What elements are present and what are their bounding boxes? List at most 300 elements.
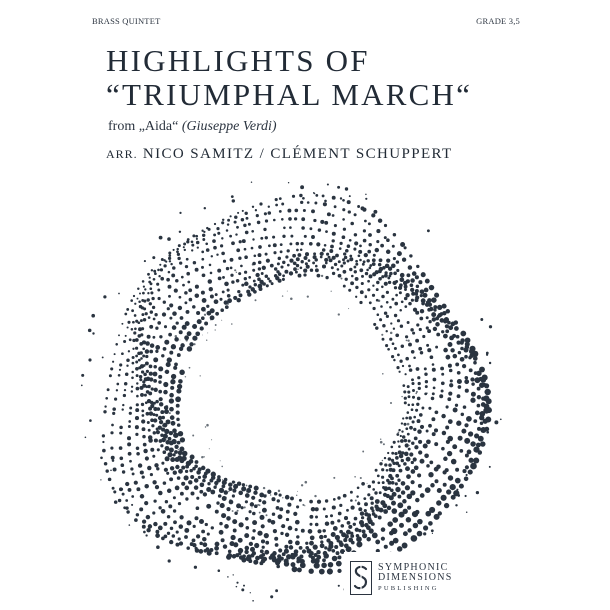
- ring-dot: [359, 245, 362, 248]
- ring-dot: [431, 297, 437, 303]
- ring-speckle: [415, 393, 417, 395]
- ring-dot: [152, 336, 155, 339]
- ring-dot: [196, 311, 200, 315]
- ring-dot: [133, 331, 136, 334]
- ring-outer-dot: [432, 533, 433, 534]
- ring-speckle: [297, 491, 298, 492]
- ring-dot: [409, 368, 413, 372]
- ensemble-label: BRASS QUINTET: [92, 16, 161, 26]
- ring-dot: [315, 265, 318, 268]
- ring-outer-dot: [361, 206, 365, 210]
- ring-dot: [287, 264, 290, 267]
- ring-dot: [448, 419, 453, 424]
- ring-dot: [337, 569, 341, 573]
- ring-dot: [136, 395, 139, 398]
- ring-speckle: [314, 495, 316, 497]
- ring-dot: [398, 429, 400, 431]
- ring-dot: [386, 315, 389, 318]
- ring-dot: [281, 218, 284, 221]
- ring-dot: [405, 417, 408, 420]
- ring-dot: [333, 498, 336, 501]
- ring-speckle: [380, 441, 383, 444]
- ring-dot: [202, 298, 207, 303]
- ring-dot: [433, 378, 437, 382]
- ring-dot: [121, 352, 124, 355]
- ring-dot: [201, 316, 205, 320]
- ring-dot: [368, 222, 371, 225]
- ring-dot: [211, 526, 214, 529]
- ring-dot: [428, 472, 433, 477]
- ring-dot: [388, 474, 392, 478]
- ring-dot: [283, 227, 286, 230]
- ring-dot: [226, 507, 230, 511]
- ring-dot: [183, 243, 186, 246]
- ring-dot: [393, 233, 396, 236]
- ring-dot: [287, 503, 291, 507]
- ring-outer-dot: [302, 197, 305, 200]
- ring-dot: [241, 218, 244, 221]
- ring-dot: [300, 249, 303, 252]
- ring-dot: [170, 457, 175, 462]
- publisher-name: [378, 563, 453, 594]
- ring-dot: [105, 397, 108, 400]
- ring-dot: [319, 535, 323, 539]
- ring-dot: [303, 209, 306, 212]
- ring-dot: [142, 519, 146, 523]
- ring-dot: [406, 474, 411, 479]
- ring-dot: [446, 355, 451, 360]
- ring-dot: [420, 425, 424, 429]
- ring-dot: [351, 506, 355, 510]
- ring-speckle: [221, 320, 222, 321]
- ring-dot: [262, 282, 265, 285]
- ring-outer-dot: [345, 187, 348, 190]
- ring-dot: [461, 429, 466, 434]
- ring-dot: [207, 482, 210, 485]
- ring-dot: [131, 328, 134, 331]
- ring-dot: [193, 525, 196, 528]
- ring-dot: [128, 350, 130, 352]
- ring-dot: [400, 273, 405, 278]
- ring-dot: [450, 484, 456, 490]
- ring-dot: [293, 261, 297, 265]
- ring-dot: [125, 335, 127, 337]
- ring-dot: [416, 265, 419, 268]
- ring-dot: [391, 298, 394, 301]
- ring-dot: [461, 413, 464, 416]
- ring-dot: [433, 387, 436, 390]
- ring-dot: [398, 371, 400, 373]
- ring-dot: [383, 493, 387, 497]
- ring-dot: [311, 507, 316, 512]
- ring-dot: [195, 235, 198, 238]
- ring-dot: [122, 470, 125, 473]
- ring-dot: [255, 273, 259, 277]
- ring-dot: [429, 285, 435, 291]
- ring-outer-dot: [110, 470, 112, 472]
- ring-speckle: [390, 402, 392, 404]
- ring-dot: [412, 511, 418, 517]
- ring-dot: [348, 538, 353, 543]
- ring-dot: [449, 383, 453, 387]
- ring-dot: [437, 305, 442, 310]
- ring-dot: [272, 236, 275, 239]
- ring-dot: [168, 504, 172, 508]
- ring-dot: [471, 382, 474, 385]
- ring-dot: [391, 452, 394, 455]
- ring-dot: [425, 385, 428, 388]
- ring-dot: [167, 307, 170, 310]
- ring-dot: [264, 550, 269, 555]
- ring-outer-dot: [218, 569, 221, 572]
- ring-dot: [149, 302, 152, 305]
- ring-dot: [372, 488, 375, 491]
- ring-dot: [144, 501, 148, 505]
- ring-dot: [412, 389, 415, 392]
- ring-dot: [330, 514, 333, 517]
- ring-speckle: [205, 426, 206, 427]
- ring-dot: [471, 392, 476, 397]
- ring-dot: [136, 382, 138, 384]
- ring-dot: [325, 499, 328, 502]
- ring-dot: [360, 511, 364, 515]
- ring-dot: [301, 226, 305, 230]
- ring-dot: [242, 239, 246, 243]
- ring-dot: [408, 448, 411, 451]
- ring-dot: [174, 450, 178, 454]
- ring-dot: [215, 293, 218, 296]
- ring-outer-dot: [340, 197, 342, 199]
- arranger-prefix: ARR.: [106, 147, 138, 161]
- ring-dot: [238, 491, 243, 496]
- ring-dot: [320, 252, 324, 256]
- ring-dot: [425, 487, 431, 493]
- ring-dot: [391, 355, 394, 358]
- ring-dot: [248, 485, 252, 489]
- ring-dot: [179, 446, 184, 451]
- ring-dot: [404, 246, 407, 249]
- ring-speckle: [185, 376, 186, 377]
- ring-dot: [395, 333, 399, 337]
- ring-dot: [222, 219, 224, 221]
- ring-dot: [259, 515, 264, 520]
- ring-dot: [137, 287, 139, 289]
- ring-dot: [377, 313, 380, 316]
- ring-dot: [171, 421, 176, 426]
- ring-dot: [363, 239, 367, 243]
- ring-dot: [372, 272, 376, 276]
- ring-dot: [186, 258, 189, 261]
- ring-dot: [178, 379, 183, 384]
- ring-dot: [231, 535, 236, 540]
- ring-dot: [258, 253, 262, 257]
- ring-dot: [175, 486, 180, 491]
- ring-dot: [430, 355, 434, 359]
- ring-dot: [170, 466, 174, 470]
- ring-dot: [187, 281, 190, 284]
- ring-dot: [421, 407, 424, 410]
- ring-speckle: [246, 491, 248, 493]
- ring-dot: [424, 367, 427, 370]
- ring-dot: [149, 325, 153, 329]
- ring-dot: [143, 364, 146, 367]
- ring-dot: [163, 264, 166, 267]
- ring-dot: [349, 257, 353, 261]
- ring-dot: [145, 361, 149, 365]
- ring-dot: [127, 321, 130, 324]
- ring-dot: [194, 478, 199, 483]
- ring-dot: [349, 255, 352, 258]
- ring-dot: [416, 403, 419, 406]
- ring-dot: [163, 347, 167, 351]
- ring-speckle: [307, 295, 309, 297]
- ring-speckle: [205, 311, 206, 312]
- ring-speckle: [340, 277, 342, 279]
- ring-dot: [297, 253, 301, 257]
- ring-dot: [257, 531, 262, 536]
- ring-dot: [265, 236, 268, 239]
- ring-dot: [147, 421, 150, 424]
- ring-dot: [349, 268, 352, 271]
- ring-dot: [223, 544, 227, 548]
- ring-dot: [372, 533, 378, 539]
- ring-dot: [434, 428, 438, 432]
- ring-dot: [417, 376, 420, 379]
- ring-dot: [361, 516, 364, 519]
- ring-speckle: [201, 456, 203, 458]
- ring-speckle: [222, 479, 223, 480]
- ring-dot: [366, 537, 371, 542]
- ring-dot: [308, 259, 311, 262]
- ring-dot: [473, 419, 477, 423]
- ring-dot: [339, 242, 342, 245]
- ring-dot: [470, 441, 475, 446]
- ring-speckle: [305, 481, 308, 484]
- ring-dot: [280, 250, 283, 253]
- ring-dot: [331, 532, 336, 537]
- ring-dot: [362, 263, 365, 266]
- ring-dot: [475, 411, 480, 416]
- ring-speckle: [246, 485, 248, 487]
- ring-dot: [159, 402, 163, 406]
- ring-dot: [129, 460, 132, 463]
- ring-dot: [200, 482, 205, 487]
- ring-dot: [350, 491, 353, 494]
- page-title: [106, 44, 472, 112]
- ring-dot: [166, 278, 170, 282]
- ring-dot: [233, 529, 237, 533]
- ring-dot: [358, 507, 362, 511]
- ring-dot: [368, 243, 371, 246]
- ring-dot: [236, 226, 239, 229]
- ring-dot: [324, 546, 327, 549]
- ring-dot: [315, 507, 319, 511]
- ring-dot: [295, 528, 298, 531]
- ring-dot: [184, 486, 189, 491]
- publisher-s-mark-icon: [350, 561, 372, 595]
- ring-dot: [343, 252, 346, 255]
- ring-dot: [285, 533, 289, 537]
- ring-dot: [317, 529, 321, 533]
- ring-dot: [245, 500, 248, 503]
- ring-dot: [166, 419, 171, 424]
- ring-dot: [153, 379, 157, 383]
- ring-outer-dot: [337, 186, 340, 189]
- ring-dot: [301, 217, 305, 221]
- ring-dot: [410, 328, 413, 331]
- ring-dot: [396, 433, 399, 436]
- ring-dot: [172, 428, 177, 433]
- ring-dot: [237, 212, 239, 214]
- ring-dot: [396, 269, 399, 272]
- ring-dot: [190, 542, 194, 546]
- ring-speckle: [394, 453, 395, 454]
- ring-dot: [378, 263, 382, 267]
- ring-dot: [122, 404, 124, 406]
- ring-dot: [275, 198, 278, 201]
- ring-dot: [468, 458, 473, 463]
- ring-outer-dot: [232, 199, 235, 202]
- ring-dot: [436, 500, 441, 505]
- ring-dot: [288, 526, 293, 531]
- title-line-2: “TRIUMPHAL MARCH“: [106, 77, 473, 112]
- ring-dot: [279, 494, 282, 497]
- ring-dot: [334, 224, 337, 227]
- ring-speckle: [215, 484, 217, 486]
- ring-dot: [395, 482, 398, 485]
- ring-dot: [114, 398, 117, 401]
- ring-dot: [192, 538, 196, 542]
- ring-outer-dot: [233, 574, 234, 575]
- ring-dot: [153, 357, 158, 362]
- ring-dot: [433, 305, 437, 309]
- ring-dot: [382, 324, 386, 328]
- ring-dot: [363, 260, 366, 263]
- ring-dot: [372, 258, 376, 262]
- ring-dot: [142, 435, 146, 439]
- ring-dot: [216, 253, 218, 255]
- ring-dot: [156, 467, 159, 470]
- ring-dot: [178, 469, 183, 474]
- ring-dot: [203, 542, 208, 547]
- subtitle-composer: (Giuseppe Verdi): [181, 119, 277, 134]
- ring-dot: [252, 512, 256, 516]
- ring-dot: [397, 440, 399, 442]
- ring-dot: [272, 551, 277, 556]
- ring-dot: [110, 431, 113, 434]
- ring-dot: [102, 434, 105, 437]
- ring-dot: [153, 278, 156, 281]
- ring-dot: [320, 220, 324, 224]
- ring-dot: [173, 471, 177, 475]
- ring-dot: [445, 329, 449, 333]
- ring-dot: [404, 305, 407, 308]
- ring-dot: [396, 366, 399, 369]
- ring-dot: [254, 543, 259, 548]
- ring-dot: [195, 293, 200, 298]
- ring-dot: [153, 522, 157, 526]
- ring-speckle: [232, 510, 234, 512]
- ring-dot: [457, 394, 461, 398]
- ring-dot: [378, 516, 382, 520]
- ring-dot: [385, 344, 388, 347]
- ring-dot: [432, 392, 435, 395]
- ring-outer-dot: [251, 181, 252, 182]
- ring-dot: [322, 558, 326, 562]
- ring-dot: [381, 275, 384, 278]
- ring-dot: [184, 475, 189, 480]
- ring-dot: [197, 319, 202, 324]
- ring-dot: [208, 279, 212, 283]
- ring-dot: [413, 416, 416, 419]
- ring-outer-dot: [91, 314, 95, 318]
- ring-dot: [238, 538, 243, 543]
- ring-speckle: [407, 340, 409, 342]
- ring-dot: [411, 350, 415, 354]
- ring-dot: [281, 203, 284, 206]
- ring-dot: [245, 493, 250, 498]
- ring-speckle: [259, 504, 261, 506]
- ring-outer-dot: [179, 212, 181, 214]
- ring-dot: [253, 280, 256, 283]
- ring-dot: [173, 509, 176, 512]
- ring-dot: [457, 379, 462, 384]
- ring-dot: [219, 522, 223, 526]
- ring-dot: [121, 323, 123, 325]
- ring-dot: [423, 525, 428, 530]
- ring-dot: [443, 457, 448, 462]
- ring-dot: [402, 499, 407, 504]
- ring-dot: [403, 281, 408, 286]
- ring-dot: [280, 532, 283, 535]
- ring-dot: [174, 363, 178, 367]
- ring-dot: [398, 450, 402, 454]
- ring-dot: [242, 210, 244, 212]
- ring-dot: [441, 330, 444, 333]
- ring-dot: [133, 295, 135, 297]
- ring-dot: [140, 494, 145, 499]
- ring-dot: [196, 241, 200, 245]
- ring-dot: [138, 359, 141, 362]
- ring-speckle: [282, 295, 283, 296]
- ring-dot: [254, 486, 259, 491]
- ring-outer-dot: [486, 431, 489, 434]
- ring-dot: [250, 502, 254, 506]
- ring-dot: [403, 462, 407, 466]
- ring-dot: [390, 322, 392, 324]
- ring-dot: [409, 452, 413, 456]
- ring-dot: [243, 224, 246, 227]
- ring-dot: [382, 486, 385, 489]
- ring-dot: [332, 196, 336, 200]
- ring-dot: [332, 239, 335, 242]
- ring-dot: [441, 389, 444, 392]
- ring-dot: [317, 500, 321, 504]
- ring-dot: [210, 295, 214, 299]
- ring-dot: [382, 338, 385, 341]
- ring-dot: [435, 410, 439, 414]
- ring-dot: [465, 376, 469, 380]
- ring-dot: [332, 505, 336, 509]
- ring-dot: [356, 541, 362, 547]
- ring-dot: [205, 469, 210, 474]
- ring-speckle: [358, 501, 359, 502]
- ring-dot: [202, 479, 206, 483]
- ring-dot: [234, 215, 237, 218]
- ring-dot: [150, 448, 154, 452]
- ring-dot: [262, 500, 266, 504]
- ring-outer-dot: [431, 529, 434, 532]
